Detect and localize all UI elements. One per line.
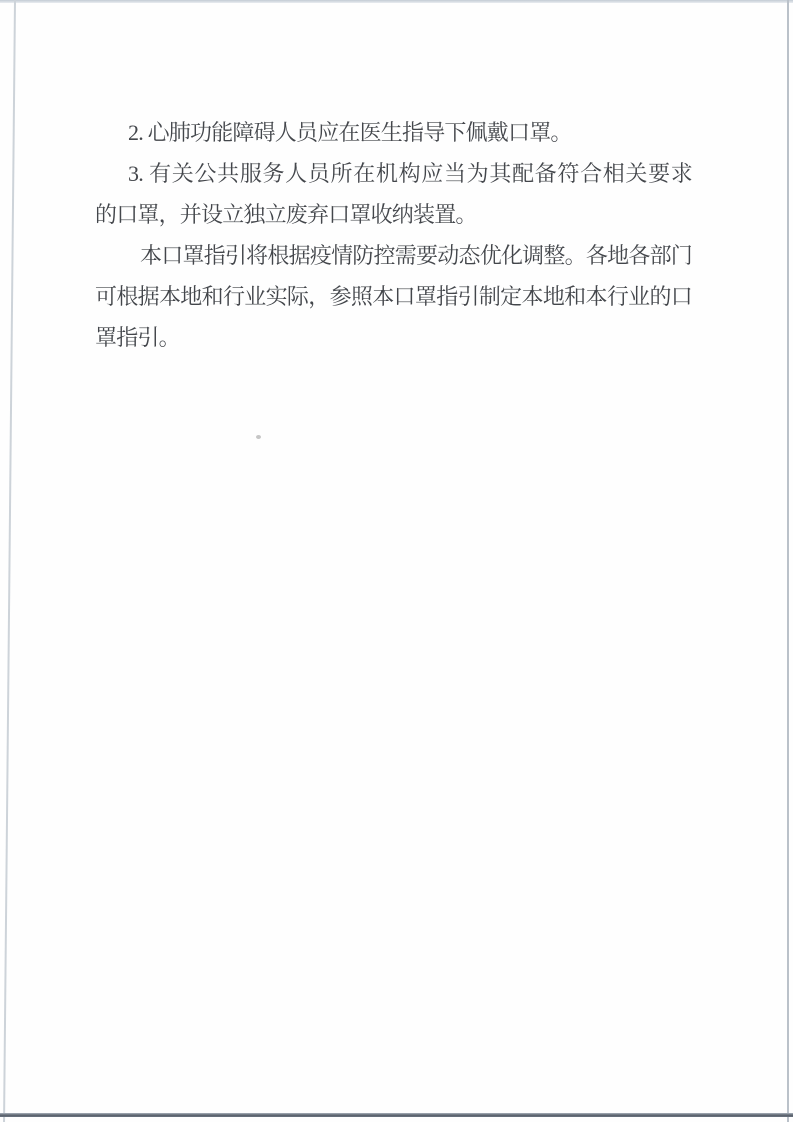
paragraph-item-3-line-2: 的口罩，并设立独立废弃口罩收纳装置。 (95, 202, 477, 227)
paragraph-item-2-line-1: 2. 心肺功能障碍人员应在医生指导下佩戴口罩。 (128, 120, 572, 145)
scan-speck (256, 435, 261, 439)
scan-edge-left (3, 0, 16, 1122)
scan-edge-top (0, 0, 793, 3)
body-text (95, 112, 692, 358)
closing-paragraph-line-1: 本口罩指引将根据疫情防控需要动态优化调整。各地各部门 (140, 243, 692, 268)
scan-edge-right (787, 0, 789, 1122)
scan-edge-bottom (0, 1113, 793, 1117)
closing-paragraph-line-2: 可根据本地和行业实际，参照本口罩指引制定本地和本行业的口 (95, 284, 692, 309)
closing-paragraph-line-3: 罩指引。 (95, 325, 180, 350)
paragraph-item-3-line-1: 3. 有关公共服务人员所在机构应当为其配备符合相关要求 (128, 161, 692, 186)
